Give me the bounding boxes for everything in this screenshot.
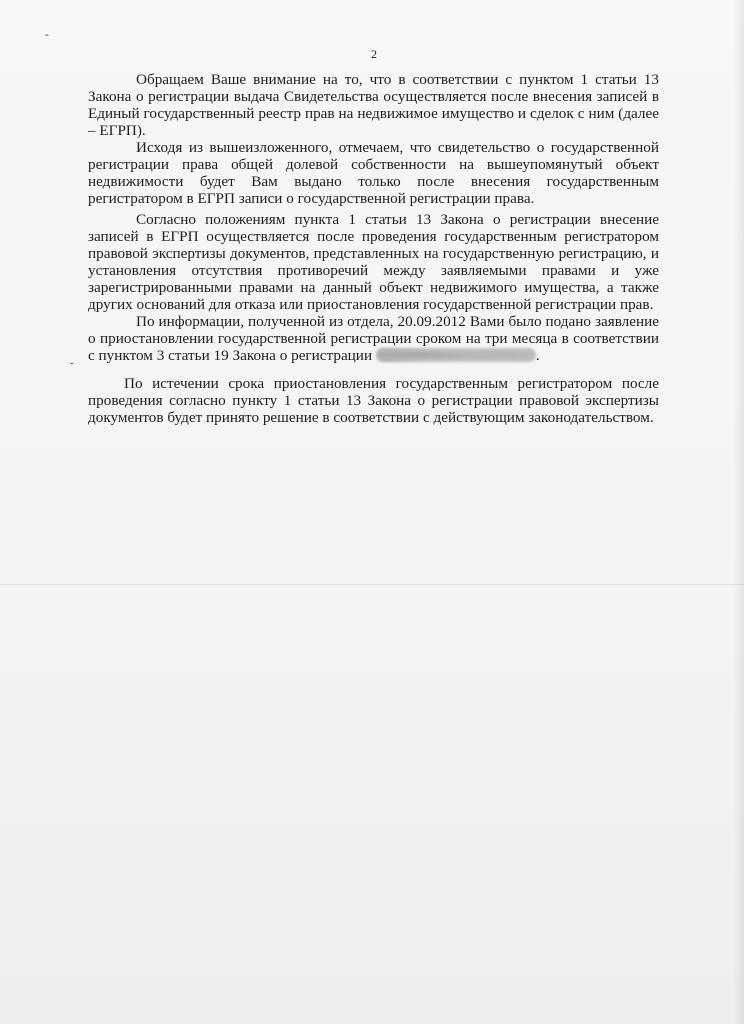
- suspension-info-text: По информации, полученной из отдела, 20.09.2012 Вами было подано заявление о приостановлении государственной регистрации сроком на три месяца в соответствии с пунктом 3 статьи 19 Закона о регистрации: [88, 313, 659, 364]
- redacted-region: [376, 348, 536, 362]
- scan-speck: ˆ: [45, 33, 49, 45]
- sheet-edge-line: [0, 584, 744, 585]
- scan-speck: ˇ: [70, 361, 74, 373]
- page-number: 2: [371, 47, 377, 61]
- letter-body: [88, 71, 659, 426]
- paragraph-issuance-notice: Обращаем Ваше внимание на то, что в соответствии с пунктом 1 статьи 13 Закона о регистрации выдача Свидетельства осуществляется после внесения записей в Единый государственный реестр прав на недвижимое имущество и сделок с ним (далее – ЕГРП).: [88, 71, 659, 139]
- paragraph-registration-procedure: Согласно положениям пункта 1 статьи 13 Закона о регистрации внесение записей в ЕГРП осуществляется после проведения государственным регистратором правовой экспертизы документов, представленных на государственную регистрацию, и установления отсутствия противоречий между заявляемыми правами и уже зарегистрированными правами на данный объект недвижимого имущества, а также других оснований для отказа или приостановления государственной регистрации прав.: [88, 211, 659, 313]
- paragraph-suspension-info: [88, 313, 659, 364]
- suspension-info-end: .: [535, 347, 540, 364]
- paragraph-certificate-issue: Исходя из вышеизложенного, отмечаем, что свидетельство о государственной регистрации права общей долевой собственности на вышеупомянутый объект недвижимости будет Вам выдано только после внесения государственным регистратором в ЕГРП записи о государственной регистрации права.: [88, 139, 659, 207]
- paragraph-decision-notice: По истечении срока приостановления государственным регистратором после проведения согласно пункту 1 статьи 13 Закона о регистрации правовой экспертизы документов будет принято решение в соответствии с действующим законодательством.: [88, 375, 659, 426]
